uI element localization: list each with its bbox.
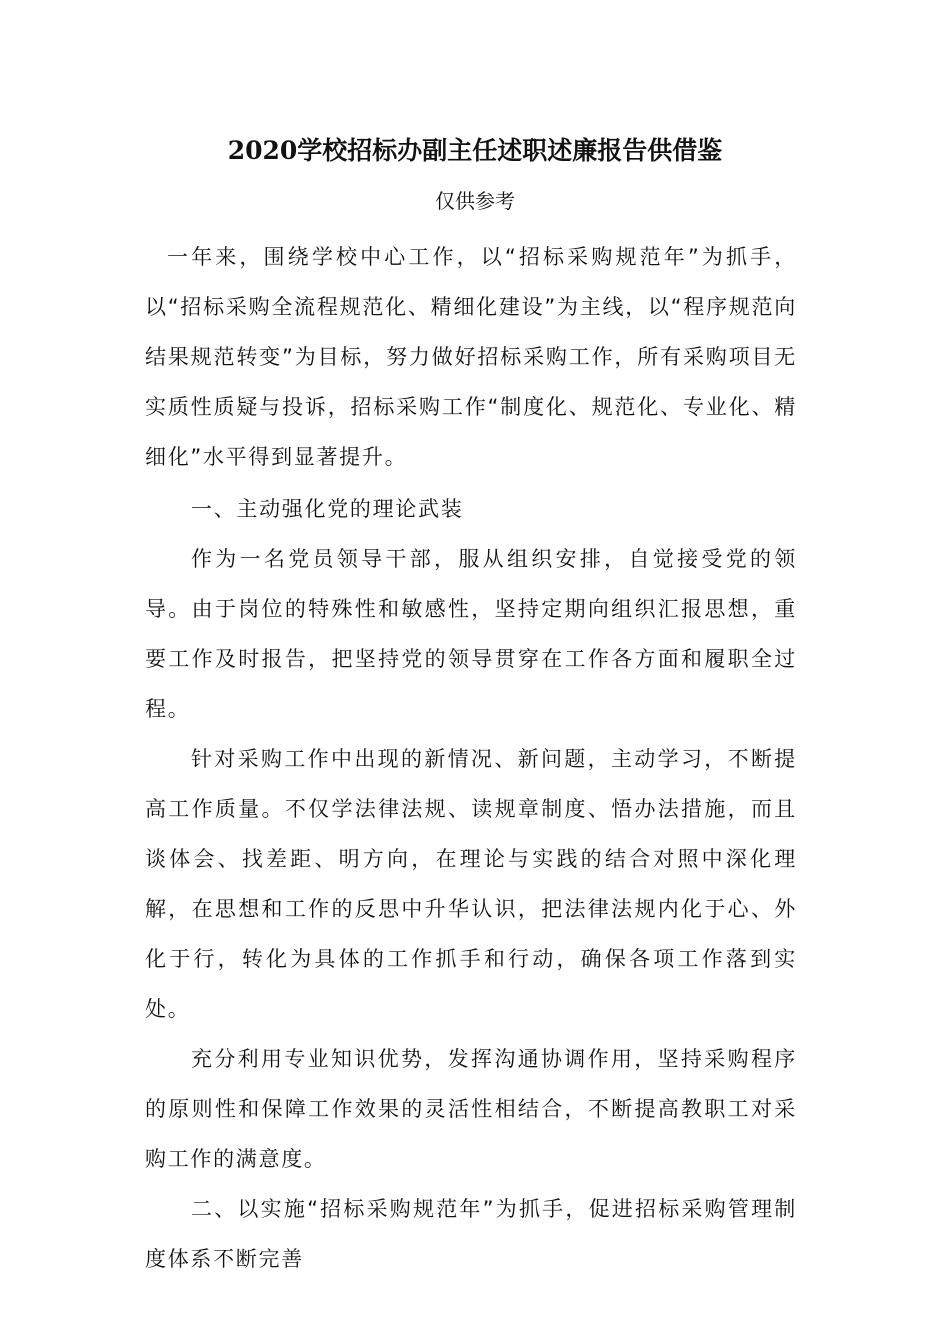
section-heading: 二、以实施“招标采购规范年”为抓手，促进招标采购管理制度体系不断完善: [145, 1197, 797, 1271]
body-paragraph: 充分利用专业知识优势，发挥沟通协调作用，坚持采购程序的原则性和保障工作效果的灵活性相结合，不断提高教职工对采购工作的满意度。: [145, 1047, 797, 1171]
body-paragraph: 作为一名党员领导干部，服从组织安排，自觉接受党的领导。由于岗位的特殊性和敏感性，坚持定期向组织汇报思想，重要工作及时报告，把坚持党的领导贯穿在工作各方面和履职全过程。: [145, 547, 797, 721]
section-heading: 一、主动强化党的理论武装: [191, 497, 464, 521]
document-title: 2020学校招标办副主任述职述廉报告供借鉴: [227, 136, 723, 165]
document-body: [145, 232, 797, 1284]
document-subtitle: 仅供参考: [435, 189, 515, 213]
body-paragraph: 针对采购工作中出现的新情况、新问题，主动学习，不断提高工作质量。不仅学法律法规、读规章制度、悟办法措施，而且谈体会、找差距、明方向，在理论与实践的结合对照中深化理解，在思想和工作的反思中升华认识，把法律法规内化于心、外化于行，转化为具体的工作抓手和行动，确保各项工作落到实处。: [145, 747, 797, 1021]
body-paragraph: 一年来，围绕学校中心工作，以“招标采购规范年”为抓手，以“招标采购全流程规范化、精细化建设”为主线，以“程序规范向结果规范转变”为目标，努力做好招标采购工作，所有采购项目无实质性质疑与投诉，招标采购工作“制度化、规范化、专业化、精细化”水平得到显著提升。: [145, 245, 797, 469]
